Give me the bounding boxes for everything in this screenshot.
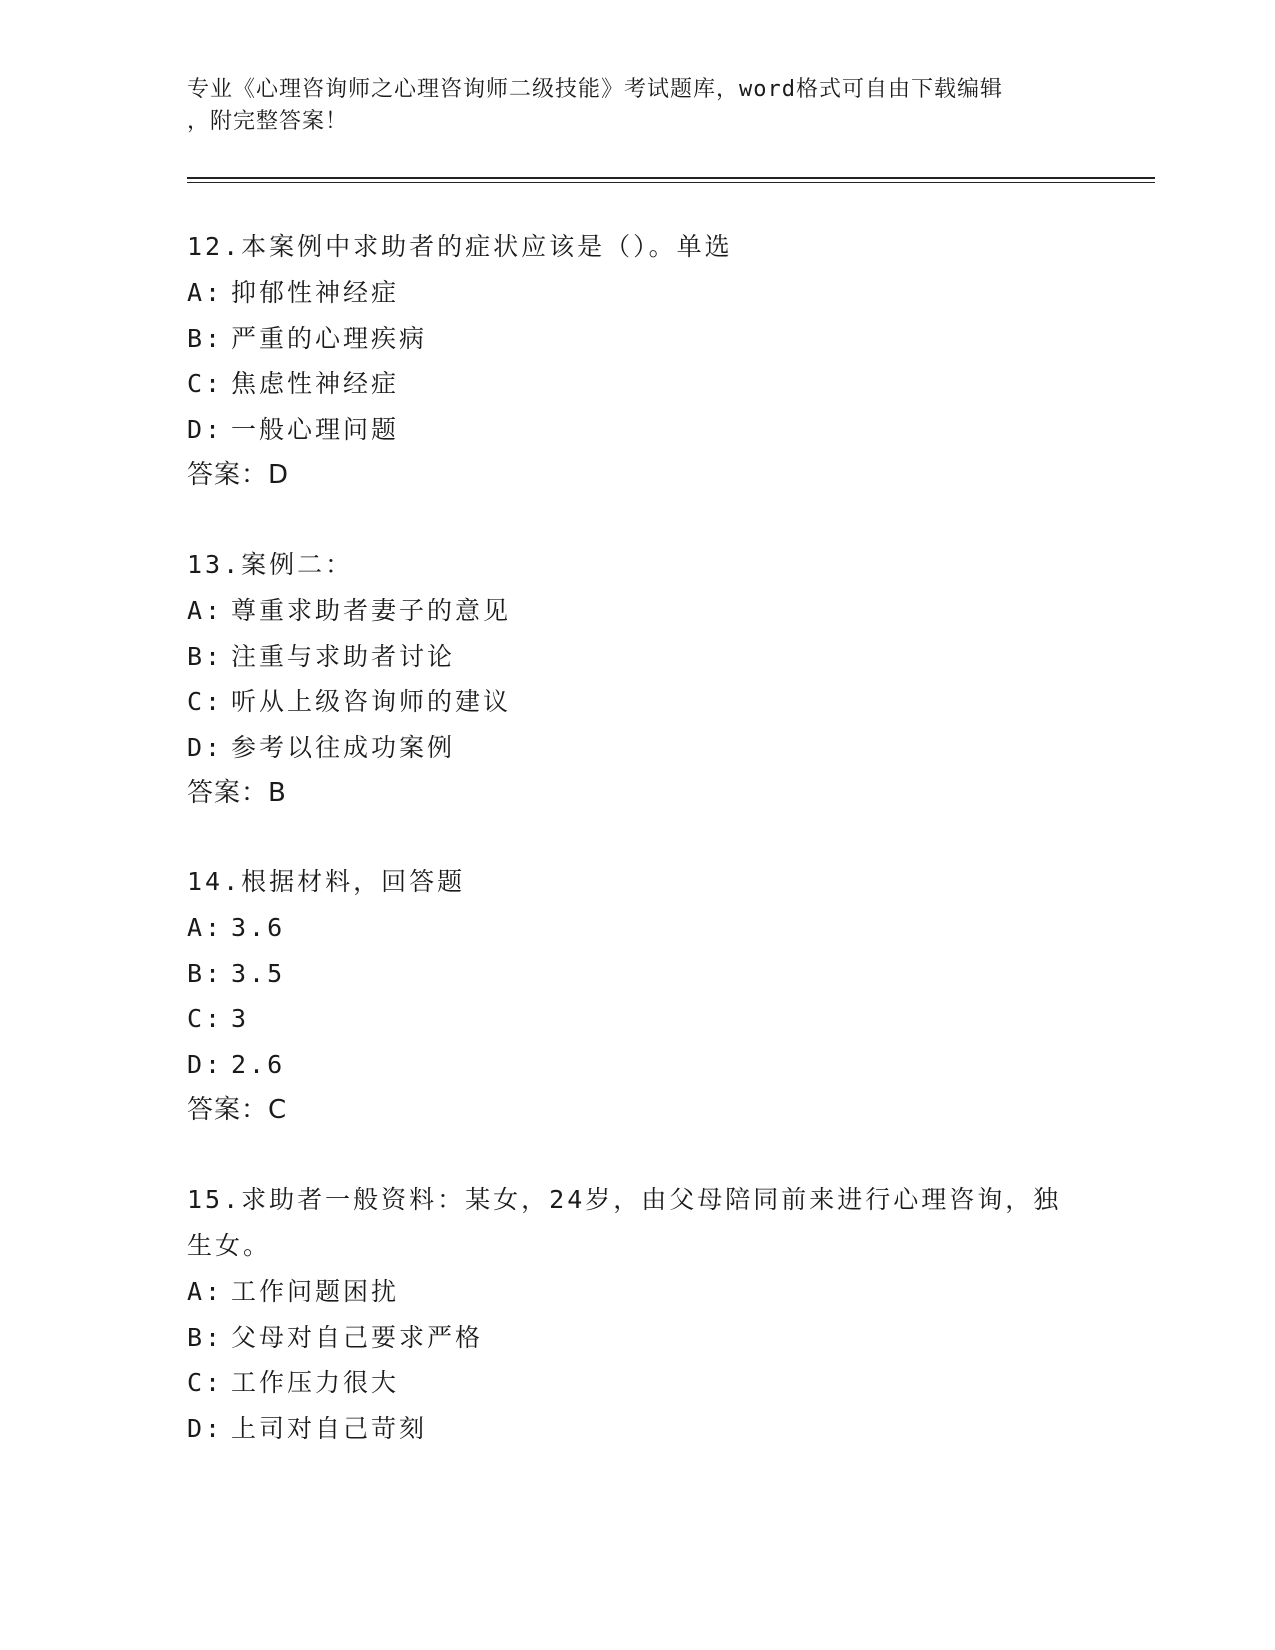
- option-text: 一般心理问题: [231, 414, 400, 444]
- option-text: 尊重求助者妻子的意见: [231, 596, 512, 625]
- option-text: 听从上级咨询师的建议: [231, 687, 512, 716]
- option-d: [187, 725, 1087, 771]
- option-letter: A:: [187, 913, 224, 942]
- option-text: 抑郁性神经症: [231, 278, 400, 307]
- question-title: 14.根据材料，回答题: [187, 867, 466, 896]
- option-text: 焦虑性神经症: [231, 369, 400, 398]
- option-d: [187, 1042, 1087, 1088]
- answer: 答案：D: [187, 460, 290, 490]
- option-letter: C:: [187, 687, 224, 716]
- option-letter: D:: [187, 414, 224, 444]
- document-header: [187, 74, 1067, 138]
- question-title: 12.本案例中求助者的症状应该是（）。单选: [187, 232, 733, 261]
- question-title-line-1: 15.求助者一般资料：某女，24岁，由父母陪同前来进行心理咨询，独: [187, 1185, 1062, 1214]
- option-letter: C:: [187, 1004, 224, 1033]
- question-13: [187, 542, 1087, 816]
- option-letter: C:: [187, 1368, 224, 1397]
- header-divider-thick: [187, 177, 1155, 179]
- option-d: [187, 1406, 1087, 1452]
- option-text: 工作问题困扰: [231, 1277, 400, 1306]
- option-b: [187, 634, 1087, 680]
- header-divider-thin: [187, 182, 1155, 183]
- option-letter: A:: [187, 278, 224, 307]
- option-a: [187, 270, 1087, 316]
- option-letter: D:: [187, 732, 224, 762]
- option-a: [187, 1269, 1087, 1315]
- option-text: 上司对自己苛刻: [231, 1413, 428, 1443]
- option-c: [187, 361, 1087, 407]
- header-line-2: ，附完整答案！: [187, 109, 349, 134]
- option-letter: B:: [187, 1322, 224, 1352]
- option-text: 父母对自己要求严格: [231, 1322, 484, 1352]
- option-letter: B:: [187, 323, 224, 353]
- option-letter: A:: [187, 1277, 224, 1306]
- option-letter: D:: [187, 1049, 224, 1079]
- answer: 答案：C: [187, 1095, 288, 1125]
- option-text: 3: [231, 1004, 250, 1033]
- option-letter: D:: [187, 1413, 224, 1443]
- question-12: [187, 224, 1087, 498]
- option-c: [187, 1360, 1087, 1406]
- option-text: 工作压力很大: [231, 1368, 400, 1397]
- option-a: [187, 905, 1087, 951]
- option-b: [187, 316, 1087, 362]
- question-title: 13.案例二：: [187, 550, 354, 579]
- option-text: 2.6: [231, 1049, 286, 1079]
- option-d: [187, 407, 1087, 453]
- option-a: [187, 588, 1087, 634]
- option-b: [187, 951, 1087, 997]
- header-line-1: 专业《心理咨询师之心理咨询师二级技能》考试题库，word格式可自由下载编辑: [187, 77, 1003, 102]
- option-b: [187, 1315, 1087, 1361]
- option-text: 注重与求助者讨论: [231, 641, 456, 671]
- option-text: 3.6: [231, 913, 286, 942]
- option-text: 参考以往成功案例: [231, 732, 456, 762]
- answer: 答案：B: [187, 778, 287, 808]
- option-letter: A:: [187, 596, 224, 625]
- question-14: [187, 859, 1087, 1133]
- option-c: [187, 679, 1087, 725]
- option-letter: B:: [187, 641, 224, 671]
- option-c: [187, 996, 1087, 1042]
- option-text: 严重的心理疾病: [231, 323, 428, 353]
- option-text: 3.5: [231, 958, 286, 988]
- option-letter: B:: [187, 958, 224, 988]
- question-title-line-2: 生女。: [187, 1231, 272, 1260]
- option-letter: C:: [187, 369, 224, 398]
- question-15: [187, 1177, 1087, 1451]
